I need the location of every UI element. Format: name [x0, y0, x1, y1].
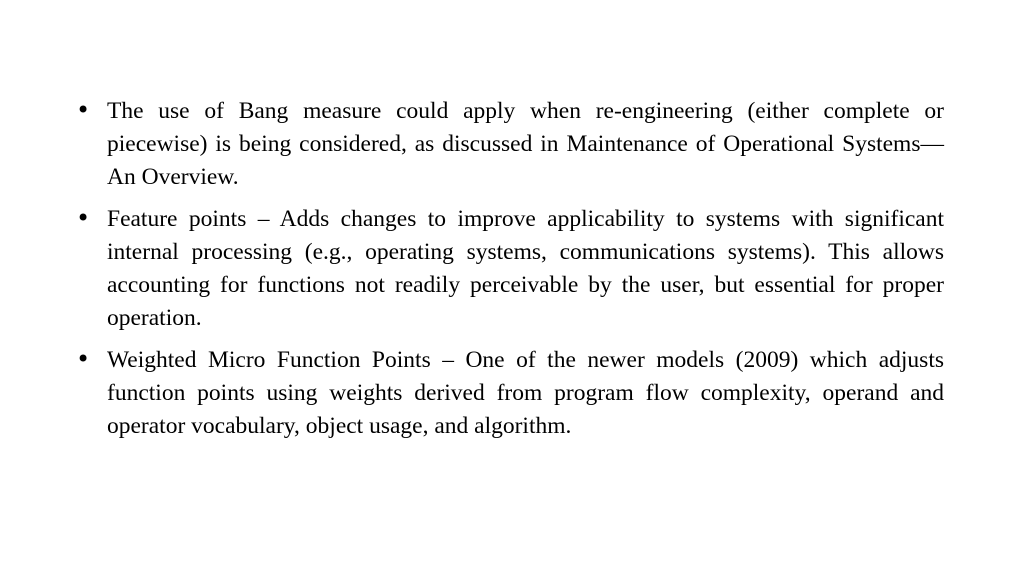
bullet-item-bang-measure [76, 95, 944, 194]
bullet-marker: • [76, 345, 91, 373]
bullet-text: Weighted Micro Function Points – One of the newer models (2009) which adjusts function points using weights derived from program flow complexity, operand and operator vocabulary, object usage, and algorithm. [107, 347, 944, 439]
bullet-item-feature-points [76, 203, 944, 335]
bullet-text: Feature points – Adds changes to improve applicability to systems with significant internal processing (e.g., operating systems, communications systems). This allows accounting for functions not readily perceivable by the user, but essential for proper operation. [107, 206, 944, 331]
bullet-marker: • [76, 96, 91, 124]
bullet-text: The use of Bang measure could apply when re-engineering (either complete or piecewise) is being considered, as discussed in Maintenance of Operational Systems—An Overview. [107, 98, 944, 190]
bullet-list [76, 95, 944, 452]
bullet-item-weighted-micro-function-points [76, 344, 944, 443]
bullet-marker: • [76, 204, 91, 232]
